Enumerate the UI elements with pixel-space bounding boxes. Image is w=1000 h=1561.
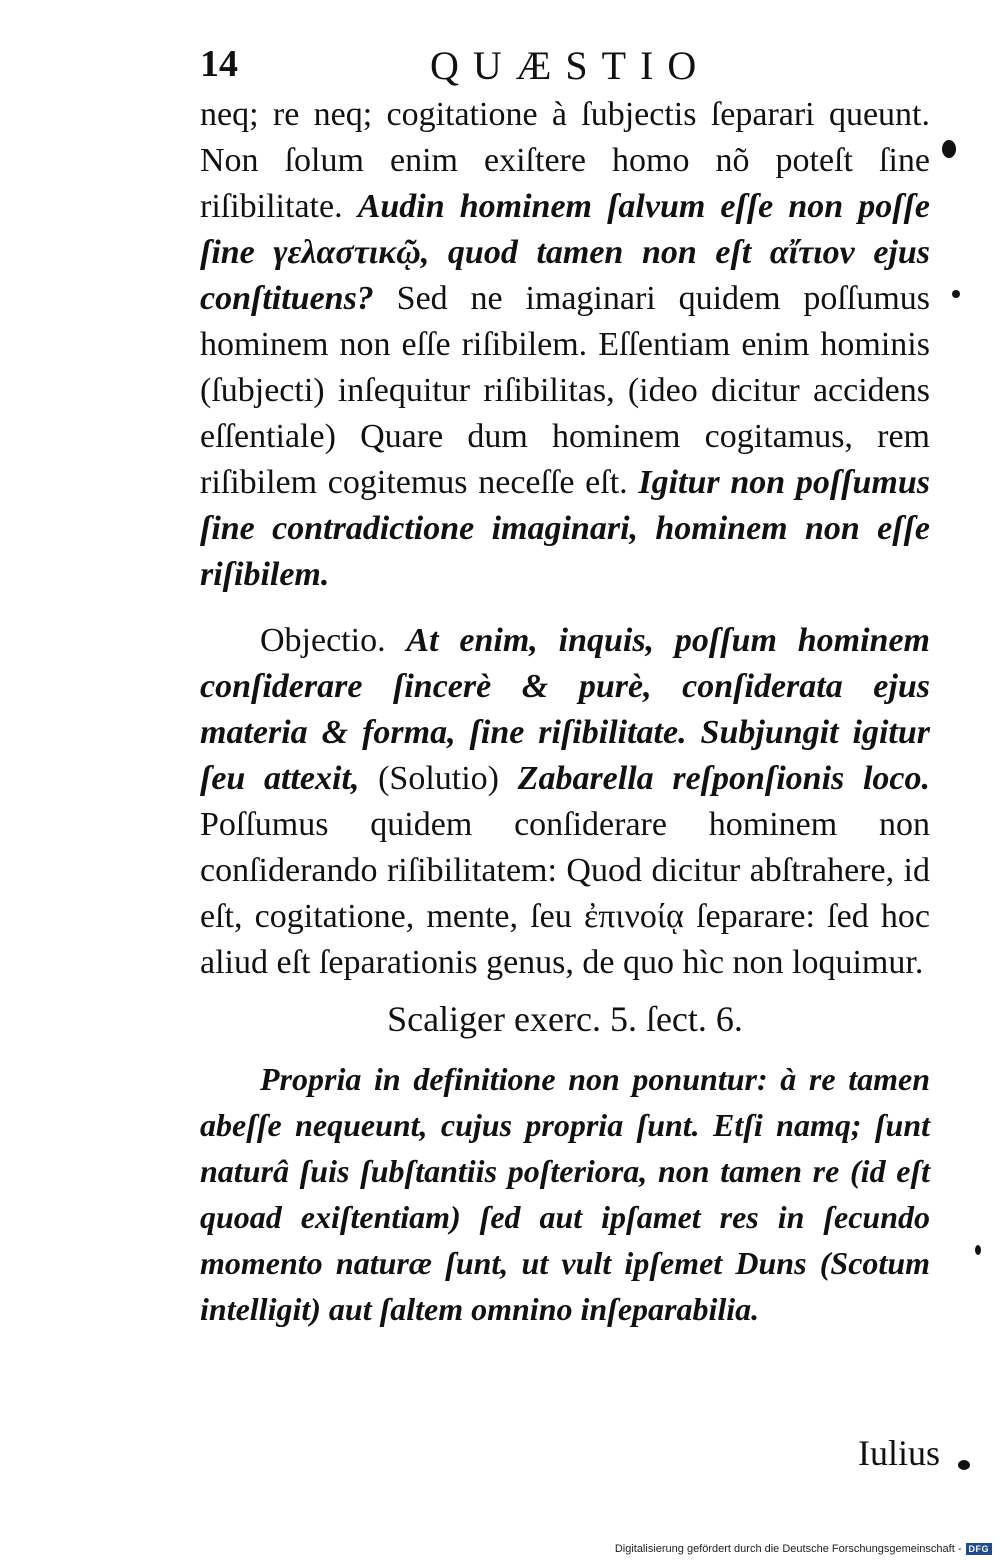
objectio-label: Objectio. [260, 622, 407, 659]
paragraph-1-italic-b: Igitur non poſſumus ſine contradictione imaginari, hominem non eſſe riſibilem. [200, 464, 930, 593]
paragraph-2-italic-a: At enim, inquis, poſſum hominem conſiderare ſincerè & purè, conſiderata ejus materia & forma, ſine riſibilitate. Subjungit igitur ſeu attexit, [200, 622, 930, 797]
paragraph-1-roman-b: Sed ne imaginari quidem poſſumus hominem non eſſe riſibilem. Eſſentiam enim hominis (ſubjecti) inſequitur riſibilitas, (ideo dicitur accidens eſſentiale) Quare dum hominem cogitamus, rem riſibilem cogitemus neceſſe eſt. [200, 280, 930, 501]
paragraph-2 [200, 618, 930, 986]
paragraph-1 [200, 92, 930, 598]
dfg-logo-icon: DFG [966, 1543, 993, 1555]
solutio-label: (Solutio) [359, 760, 518, 797]
ink-blot [975, 1245, 981, 1255]
catchword: Iulius [857, 1433, 940, 1473]
ink-blot [952, 290, 960, 298]
paragraph-2-roman: Poſſumus quidem conſiderare hominem non conſiderando riſibilitatem: Quod dicitur abſtrahere, id eſt, cogitatione, mente, ſeu ἐπινοίᾳ ſeparare: ſed hoc aliud eſt ſeparationis genus, de quo hìc non loquimur. [200, 806, 930, 981]
paragraph-1-italic-a: Audin hominem ſalvum eſſe non poſſe ſine γελαστικῷ, quod tamen non eſt αἴτιον ejus conſtituens? [200, 188, 930, 317]
paragraph-2-italic-b: Zabarella reſponſionis loco. [517, 760, 930, 797]
paragraph-1-roman-a: neq; re neq; cogitatione à ſubjectis ſeparari queunt. Non ſolum enim exiſtere homo nõ poteſt ſine riſibilitate. [200, 96, 930, 225]
paragraph-3: Propria in definitione non ponuntur: à re tamen abeſſe nequeunt, cujus propria ſunt. Etſi namq; ſunt naturâ ſuis ſubſtantiis poſteriora, non tamen re (id eſt quoad exiſtentiam) ſed aut ipſamet res in ſecundo momento naturæ ſunt, ut vult ipſemet Duns (Scotum intelligit) aut ſaltem omnino inſeparabilia. [200, 1061, 930, 1327]
page-number: 14 [200, 43, 238, 85]
page-header [200, 42, 930, 92]
section-heading: Scaliger exerc. 5. ſect. 6. [387, 999, 743, 1039]
ink-blot [942, 140, 956, 158]
ink-blot [958, 1460, 970, 1470]
body-text [200, 92, 930, 1332]
running-title: QUÆSTIO [430, 43, 711, 88]
digitization-credit [615, 1543, 992, 1555]
credit-text: Digitalisierung gefördert durch die Deutsche Forschungsgemeinschaft - [614, 1543, 962, 1555]
